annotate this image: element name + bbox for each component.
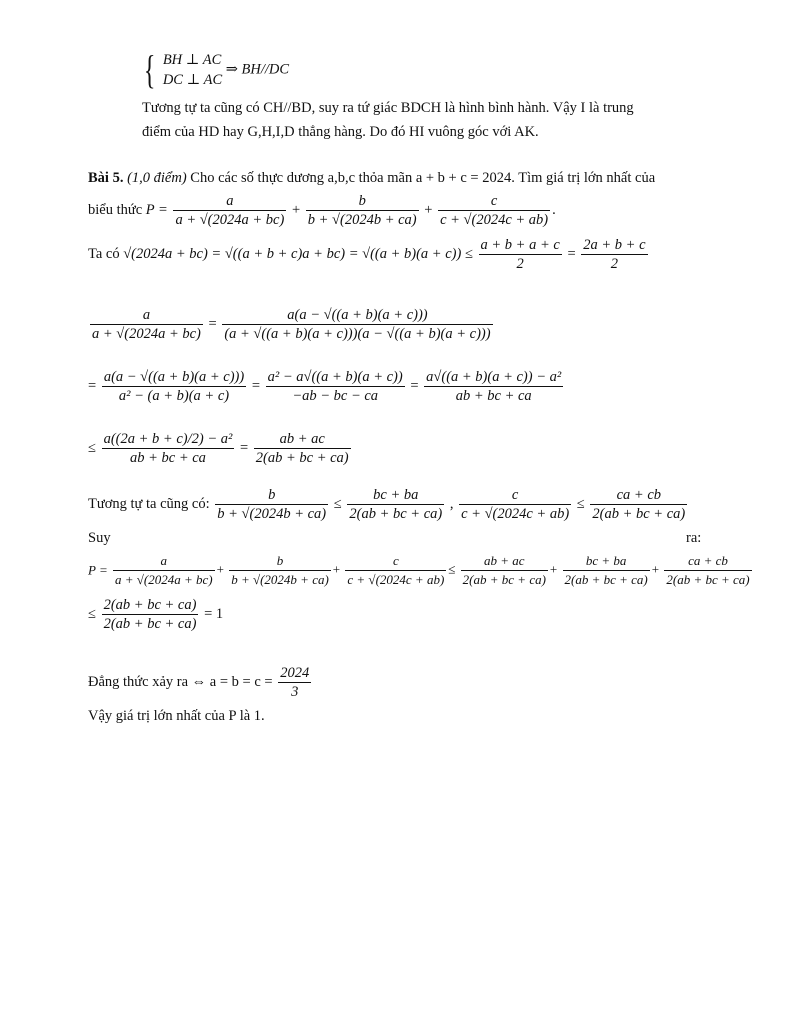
eq2-a: $\frac{a(a - √((a + b)(a + c)))}{\text{a² − (a + b)(a + c)}}$	[103, 369, 245, 404]
equality-line	[88, 664, 313, 701]
sum-bound-b: $\frac{bc + ba}{2(ab + bc + ca)}$	[564, 553, 648, 587]
conclusion: Vậy giá trị lớn nhất của P là 1.	[88, 708, 265, 724]
system-block	[140, 47, 290, 94]
sum-term-c: $\frac{c}{c + √(2024c + ab)}$	[347, 553, 445, 587]
equality-frac: $\frac{2024}{3}$	[280, 665, 310, 700]
problem-points: (1,0 điểm)	[127, 170, 187, 186]
final-line: ≤ $\frac{2(ab + bc + ca)}{2(ab + bc + ca)}$ = 1	[88, 597, 224, 632]
equality-label: Đẳng thức xảy ra ⇔ a = b = c =	[88, 674, 273, 690]
similar-label: Tương tự ta cũng có:	[88, 496, 210, 512]
sim1-rhs: $\frac{bc + ba}{2(ab + bc + ca)}$	[349, 487, 443, 522]
problem-title: Bài 5.	[88, 170, 124, 186]
eq2-c: $\frac{\text{a√((a + b)(a + c)) − a²}}{ab + bc + ca}$	[426, 369, 562, 404]
problem-header	[88, 170, 655, 187]
sum-term-a: $\frac{a}{a + √(2024a + bc)}$	[114, 553, 213, 587]
step1-expr: √(2024a + bc) = √((a + b + c)a + bc) = √((a + b)(a + c)) ≤	[123, 246, 473, 262]
sim1-lhs: $\frac{b}{b + √(2024b + ca)}$	[217, 487, 327, 522]
sim2-rhs: $\frac{ca + cb}{2(ab + bc + ca)}$	[592, 487, 686, 522]
eq2-b: $\frac{\text{a² − a√((a + b)(a + c))}}{-ab - bc - ca}$	[267, 369, 403, 404]
sum-term-b: $\frac{b}{b + √(2024b + ca)}$	[231, 553, 329, 587]
sum-bound-c: $\frac{ca + cb}{2(ab + bc + ca)}$	[666, 553, 750, 587]
ta-co-line: Ta có √(2024a + bc) = √((a + b + c)a + bc) = √((a + b)(a + c)) ≤ $\frac{a + b + a + c}{2}$ = $\frac{2a + b + c}{2}$	[88, 237, 646, 272]
system-result: ⇒ BH//DC	[225, 61, 290, 78]
final-frac: $\frac{2(ab + bc + ca)}{2(ab + bc + ca)}$	[103, 597, 197, 632]
paragraph-similar-2: điểm của HD hay G,H,I,D thẳng hàng. Do đó HI vuông góc với AK.	[142, 124, 539, 140]
eq3-line: ≤ $\frac{\text{a((2a + b + c)/2) − a²}}{ab + bc + ca}$ = $\frac{ab + ac}{2(ab + bc + ca)}$	[88, 431, 349, 466]
system-line-1: BH ⊥ AC	[162, 52, 222, 68]
final-result: = 1	[204, 606, 224, 622]
eq2-line: = $\frac{a(a - √((a + b)(a + c)))}{\text{a² − (a + b)(a + c)}}$ = $\frac{\text{a² − a√((a + b)(a + c))}}{-ab - bc - ca}$ = $\frac{\text{a√((a + b)(a + c)) − a²}}{ab + bc + ca}$	[88, 369, 562, 404]
eq3-lhs: $\frac{\text{a((2a + b + c)/2) − a²}}{ab + bc + ca}$	[103, 431, 233, 466]
expr-p: P =	[145, 202, 168, 218]
ra-label: ra:	[686, 530, 702, 546]
similar-line: Tương tự ta cũng có: $\frac{b}{b + √(2024b + ca)}$ ≤ $\frac{bc + ba}{2(ab + bc + ca)}$ , $\frac{c}{c + √(2024c + ab)}$ ≤ $\frac{ca + cb}{2(ab + bc + ca)}$	[88, 487, 686, 522]
system-line-2: DC ⊥ AC	[162, 72, 223, 88]
term-b: $\frac{b}{b + √(2024b + ca)}$	[307, 193, 417, 228]
ta-co-label: Ta có	[88, 246, 120, 262]
problem-statement: Cho các số thực dương a,b,c thỏa mãn a + b + c = 2024. Tìm giá trị lớn nhất của	[190, 170, 656, 186]
sum-p: P =	[88, 562, 108, 578]
eq3-rhs: $\frac{ab + ac}{2(ab + bc + ca)}$	[255, 431, 349, 466]
eq1-rhs: $\frac{a(a - √((a + b)(a + c)))}{(a + √((a + b)(a + c)))(a - √((a + b)(a + c)))}$	[224, 307, 491, 342]
sum-line: P = $\frac{a}{a + √(2024a + bc)}$ + $\frac{b}{b + √(2024b + ca)}$ + $\frac{c}{c + √(2024c + ab)}$ ≤ $\frac{ab + ac}{2(ab + bc + ca)}$ + $\frac{bc + ba}{2(ab + bc + ca)}$ + $\frac{ca + cb}{2(ab + bc + ca)}$	[88, 553, 750, 587]
suy-label: Suy	[88, 530, 111, 546]
expr-label: biểu thức	[88, 202, 143, 218]
sum-bound-a: $\frac{ab + ac}{2(ab + bc + ca)}$	[462, 553, 546, 587]
frac-amgm-2: $\frac{2a + b + c}{2}$	[583, 237, 646, 272]
eq1-line: $\frac{a}{a + √(2024a + bc)}$ = $\frac{a(a - √((a + b)(a + c)))}{(a + √((a + b)(a + c)))(a - √((a + b)(a + c)))}$	[92, 307, 491, 342]
paragraph-similar-1: Tương tự ta cũng có CH//BD, suy ra tứ giác BDCH là hình bình hành. Vậy I là trung	[142, 100, 634, 116]
term-a: $\frac{a}{a + √(2024a + bc)}$	[175, 193, 285, 228]
eq1-lhs: $\frac{a}{a + √(2024a + bc)}$	[92, 307, 201, 342]
brace-icon: {	[143, 47, 156, 92]
problem-expression: biểu thức P = $\frac{a}{a + √(2024a + bc)}$ + $\frac{b}{b + √(2024b + ca)}$ + $\frac{c}{c + √(2024c + ab)}$ .	[88, 193, 556, 228]
term-c: $\frac{c}{c + √(2024c + ab)}$	[440, 193, 549, 228]
frac-amgm-1: $\frac{a + b + a + c}{2}$	[480, 237, 560, 272]
sim2-lhs: $\frac{c}{c + √(2024c + ab)}$	[461, 487, 570, 522]
